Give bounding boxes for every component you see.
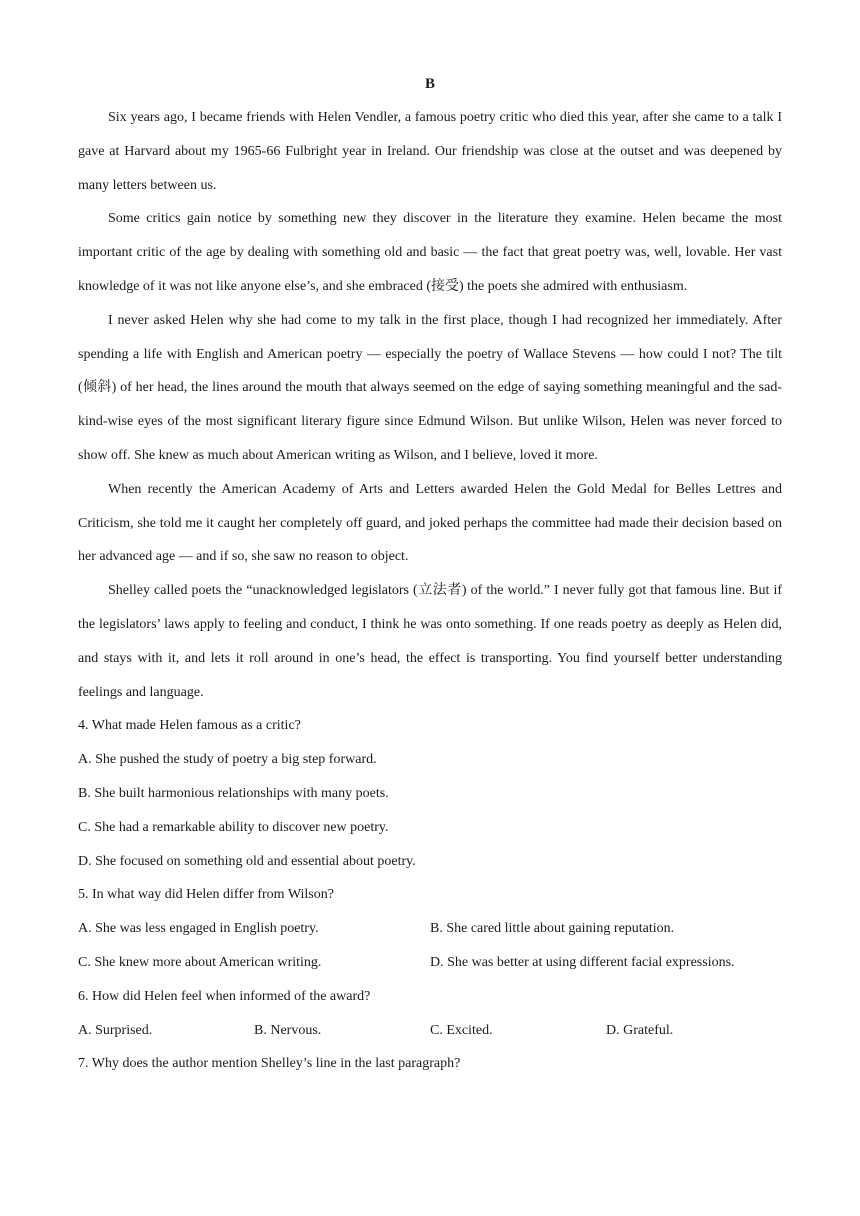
passage-paragraph-4: When recently the American Academy of Arts and Letters awarded Helen the Gold Medal for Belles Lettres and Criticism, she told me it caught her completely off guard, and joked perhaps the committee had made their decision based on her advanced age — and if so, she saw no reason to object. [78, 481, 782, 565]
question-7-stem: 7. Why does the author mention Shelley’s line in the last paragraph? [78, 1056, 461, 1072]
question-6-stem: 6. How did Helen feel when informed of the award? [78, 988, 371, 1004]
question-5-options-row-1 [78, 912, 782, 946]
exam-page [78, 70, 782, 1081]
question-5-option-d: D. She was better at using different facial expressions. [430, 954, 735, 970]
question-4-option-a: A. She pushed the study of poetry a big step forward. [78, 752, 377, 768]
passage-paragraph-1: Six years ago, I became friends with Helen Vendler, a famous poetry critic who died this year, after she came to a talk I gave at Harvard about my 1965-66 Fulbright year in Ireland. Our friendship was close at the outset and was deepened by many letters between us. [78, 110, 782, 193]
question-6 [78, 980, 782, 1048]
question-6-option-b: B. Nervous. [254, 1022, 322, 1038]
question-6-option-c: C. Excited. [430, 1022, 493, 1038]
question-4-option-b: B. She built harmonious relationships with many poets. [78, 785, 389, 801]
question-4 [78, 709, 782, 878]
passage-paragraph-2: Some critics gain notice by something new they discover in the literature they examine. Helen became the most important critic of the age by dealing with something old and basic — the fact that great poetry was, well, lovable. Her vast knowledge of it was not like anyone else’s, and she embraced (接受) the poets she admired with enthusiasm. [78, 211, 782, 294]
question-6-option-a: A. Surprised. [78, 1022, 153, 1038]
question-5 [78, 878, 782, 979]
section-title: B [424, 76, 435, 92]
question-5-options-row-2 [78, 946, 782, 980]
passage-paragraph-5: Shelley called poets the “unacknowledged legislators (立法者) of the world.” I never fully got that famous line. But if the legislators’ laws apply to feeling and conduct, I think he was onto something. If one reads poetry as deeply as Helen did, and stays with it, and lets it roll around in one’s head, the effect is transporting. You find yourself better understanding feelings and language. [78, 583, 782, 700]
question-5-option-c: C. She knew more about American writing. [78, 954, 322, 970]
question-4-option-d: D. She focused on something old and essential about poetry. [78, 853, 416, 869]
question-4-stem: 4. What made Helen famous as a critic? [78, 718, 301, 734]
question-5-option-b: B. She cared little about gaining reputation. [430, 921, 675, 937]
question-6-option-d: D. Grateful. [606, 1022, 674, 1038]
question-6-options-row [78, 1014, 782, 1048]
question-5-option-a: A. She was less engaged in English poetry. [78, 921, 319, 937]
passage-paragraph-3: I never asked Helen why she had come to my talk in the first place, though I had recognized her immediately. After spending a life with English and American poetry — especially the poetry of Wallace Stevens — how could I not? The tilt (倾斜) of her head, the lines around the mouth that always seemed on the edge of saying something meaningful and the sad-kind-wise eyes of the most significant literary figure since Edmund Wilson. But unlike Wilson, Helen was never forced to show off. She knew as much about American writing as Wilson, and I believe, loved it more. [78, 312, 782, 463]
question-5-stem: 5. In what way did Helen differ from Wilson? [78, 887, 334, 903]
question-7 [78, 1047, 782, 1081]
question-4-option-c: C. She had a remarkable ability to discover new poetry. [78, 819, 389, 835]
